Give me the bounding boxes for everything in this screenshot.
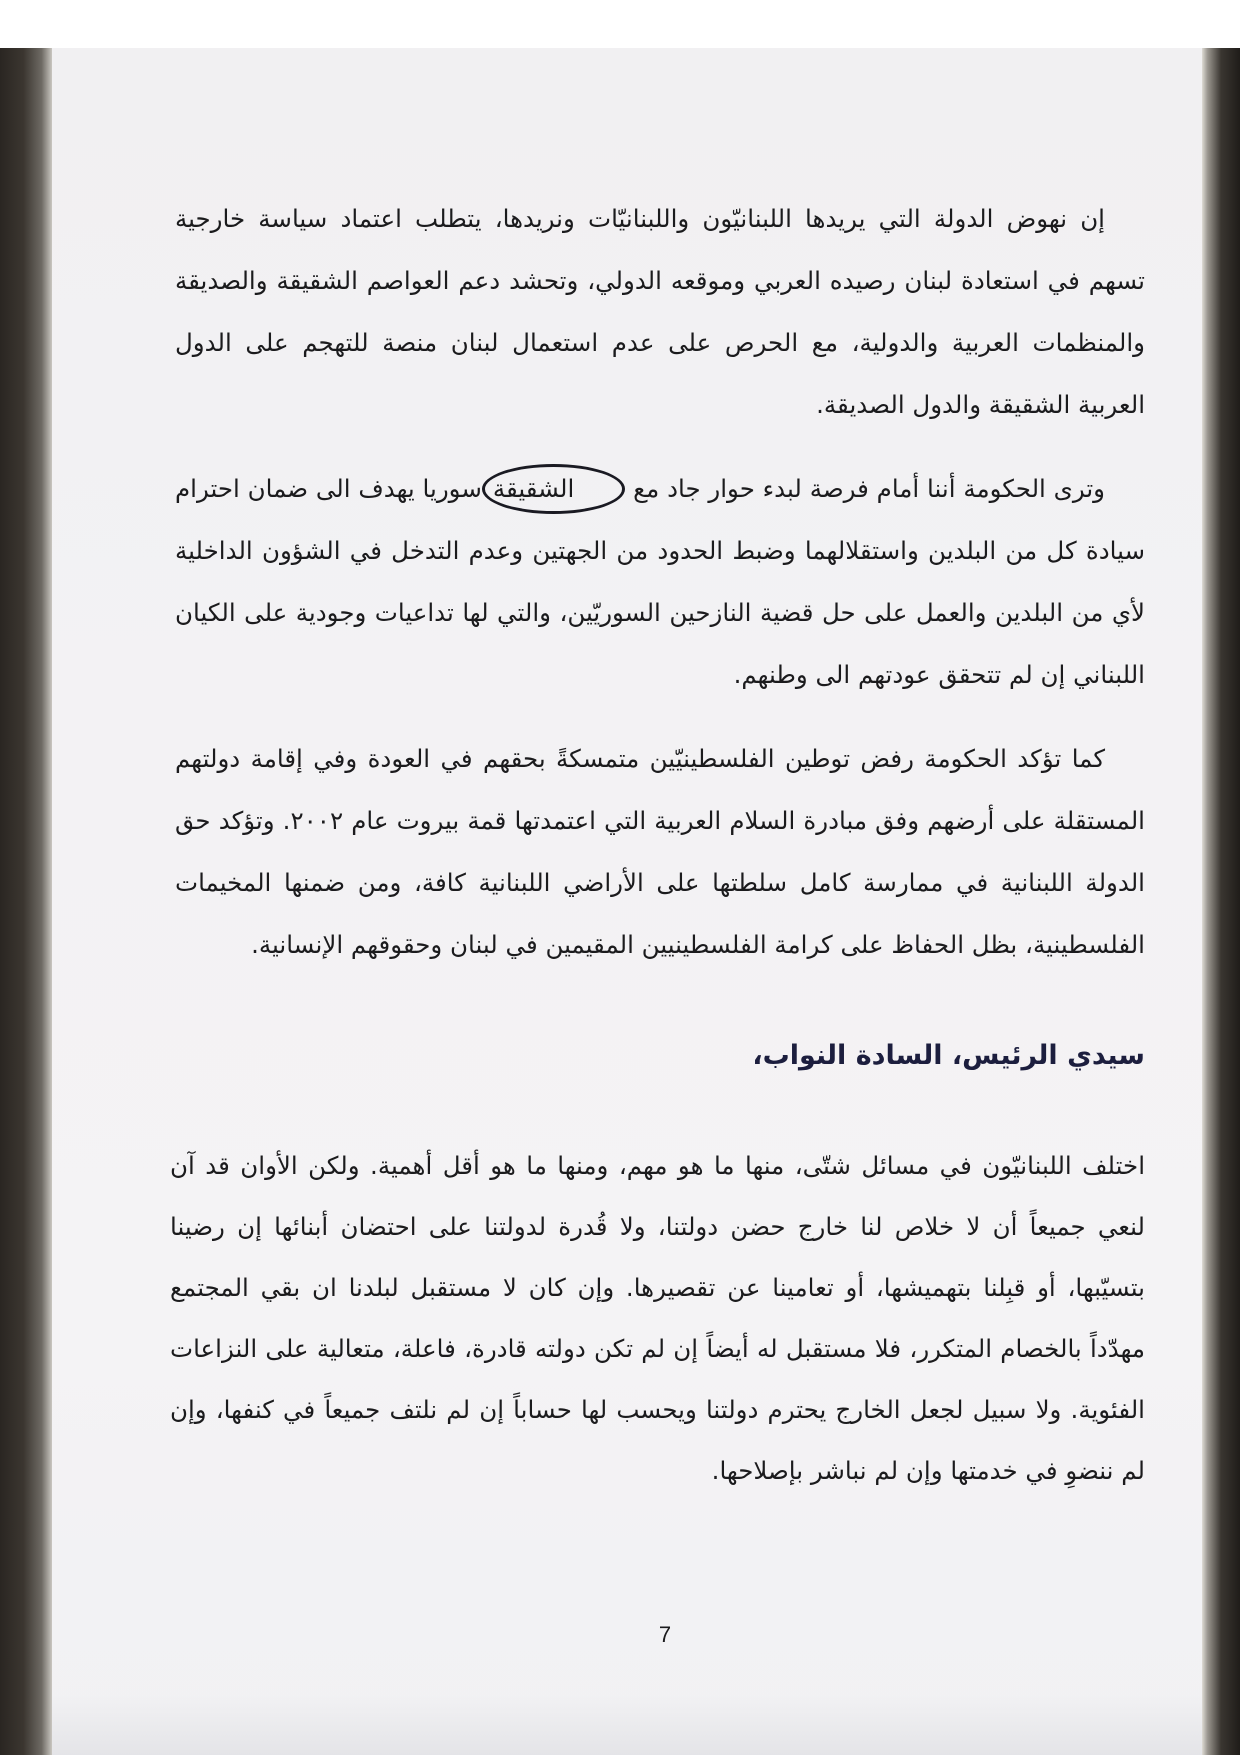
closing-section	[170, 1135, 1145, 1523]
scan-right-edge	[1202, 48, 1240, 1755]
circled-word-annotation: الشقيقة	[482, 464, 625, 514]
paragraph-syria-text-after: سوريا يهدف الى ضمان احترام سيادة كل من البلدين واستقلالهما وضبط الحدود من الجهتين وعدم التدخل في الشؤون الداخلية لأي من البلدين والعمل على حل قضية النازحين السوريّين، والتي لها تداعيات وجودية على الكيان اللبناني إن لم تتحقق عودتهم الى وطنهم.	[175, 474, 1145, 689]
paragraph-syria-dialogue	[175, 458, 1145, 706]
paragraph-foreign-policy: إن نهوض الدولة التي يريدها اللبنانيّون واللبنانيّات ونريدها، يتطلب اعتماد سياسة خارجية تسهم في استعادة لبنان رصيده العربي وموقعه الدولي، وتحشد دعم العواصم الشقيقة والصديقة والمنظمات العربية والدولية، مع الحرص على عدم استعمال لبنان منصة للتهجم على الدول العربية الشقيقة والدول الصديقة.	[175, 204, 1145, 419]
paragraph-closing: اختلف اللبنانيّون في مسائل شتّى، منها ما هو مهم، ومنها ما هو أقل أهمية. ولكن الأوان قد آن لنعي جميعاً أن لا خلاص لنا خارج حضن دولتنا، ولا قُدرة لدولتنا على احتضان أبنائها إن رضينا بتسيّبها، أو قبِلنا بتهميشها، أو تعامينا عن تقصيرها. وإن كان لا مستقبل لبلدنا ان بقي المجتمع مهدّداً بالخصام المتكرر، فلا مستقبل له أيضاً إن لم تكن دولته قادرة، فاعلة، متعالية على النزاعات الفئوية. ولا سبيل لجعل الخارج يحترم دولتنا ويحسب لها حساباً إن لم نلتف جميعاً في كنفها، وإن لم ننضوِ في خدمتها وإن لم نباشر بإصلاحها.	[170, 1151, 1145, 1485]
paragraph-syria-text-before: وترى الحكومة أننا أمام فرصة لبدء حوار جاد مع	[625, 474, 1106, 503]
paragraph-palestinian-refugees: كما تؤكد الحكومة رفض توطين الفلسطينيّين متمسكةً بحقهم في العودة وفي إقامة دولتهم المستقلة على أرضهم وفق مبادرة السلام العربية التي اعتمدتها قمة بيروت عام ٢٠٠٢. وتؤكد حق الدولة اللبنانية في ممارسة كامل سلطتها على الأراضي اللبنانية كافة، ومن ضمنها المخيمات الفلسطينية، بظل الحفاظ على كرامة الفلسطينيين المقيمين في لبنان وحقوقهم الإنسانية.	[175, 744, 1145, 959]
document-body	[175, 188, 1145, 998]
scan-top-margin	[0, 0, 1240, 48]
page-number: 7	[658, 1622, 672, 1647]
page-shadow	[52, 1695, 1202, 1755]
scan-left-edge	[0, 48, 52, 1755]
section-heading: سيدي الرئيس، السادة النواب،	[752, 1040, 1145, 1071]
